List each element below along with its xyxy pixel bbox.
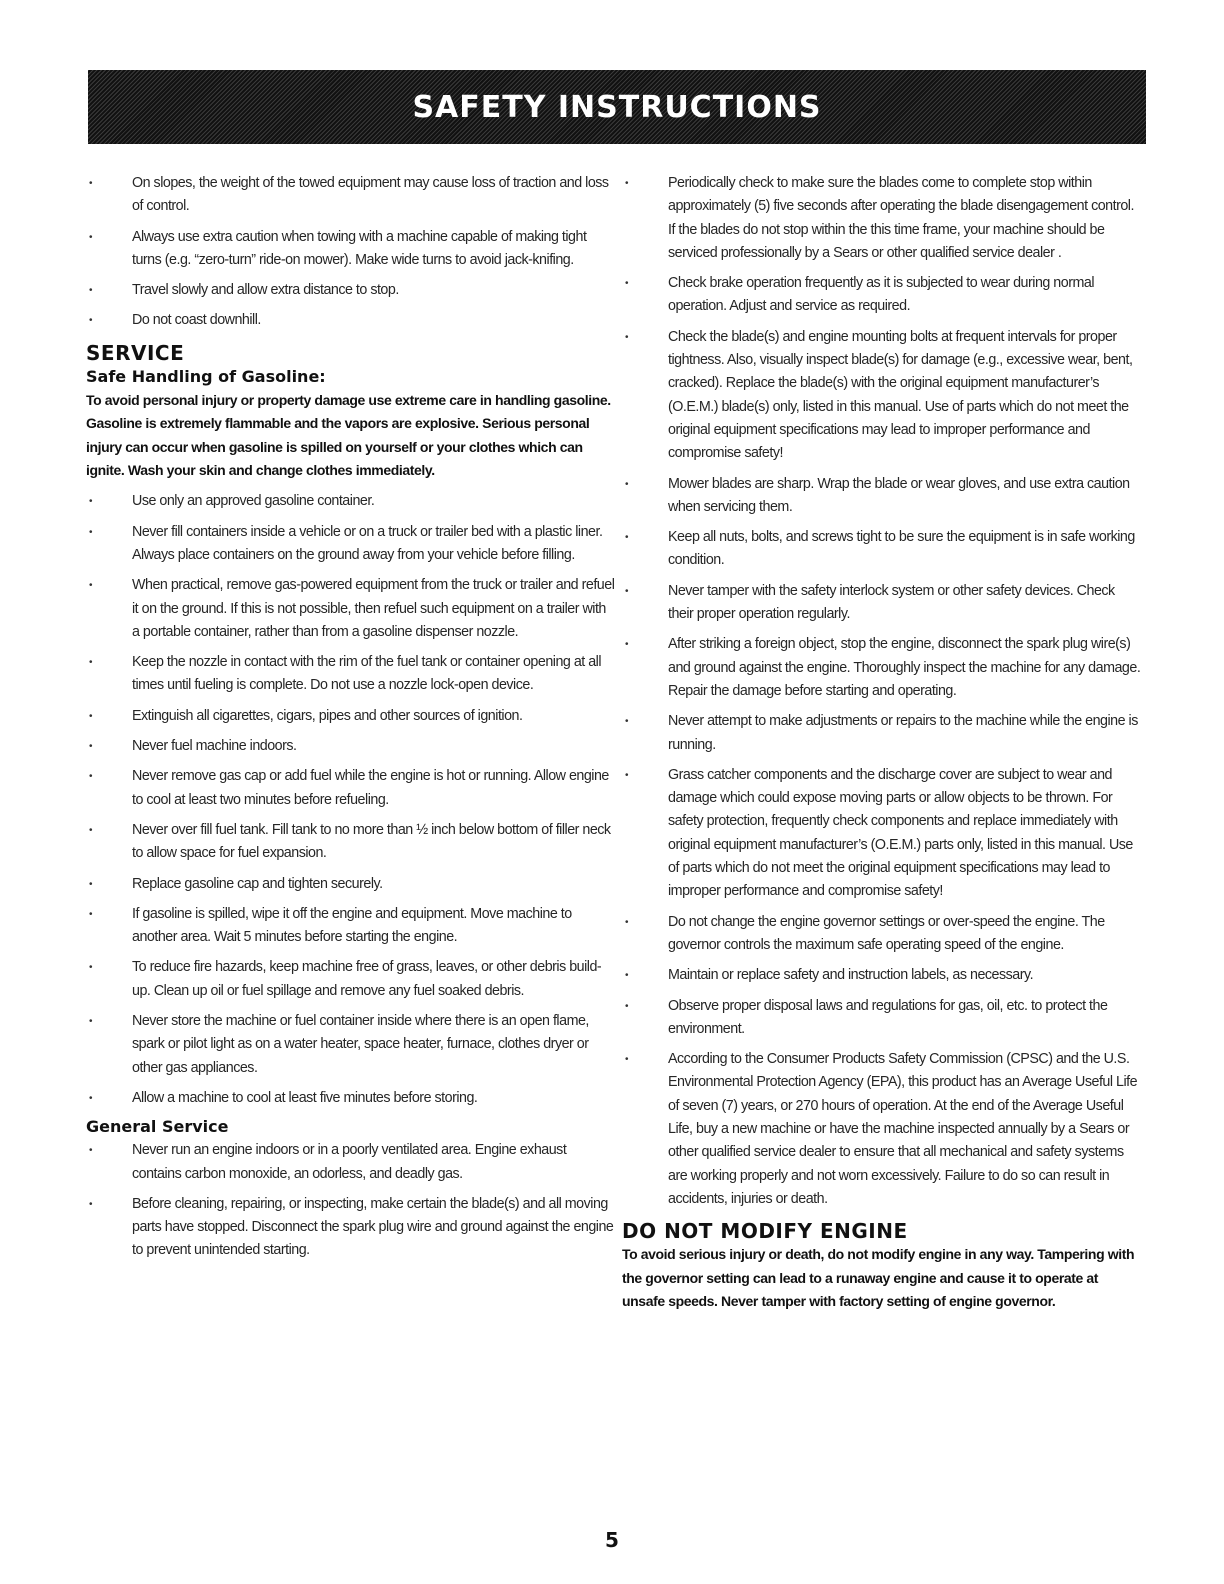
bullet-icon: • <box>89 710 93 722</box>
bullet-icon: • <box>89 962 93 974</box>
list-item <box>622 633 1142 703</box>
bullet-icon: • <box>89 178 93 189</box>
bullet-icon: • <box>625 478 629 490</box>
bullet-icon: • <box>89 496 93 508</box>
list-item-text: Never fill containers inside a vehicle or on a truck or trailer bed with a plastic liner. Always place containers on the ground away from your vehicle before filling. <box>132 523 603 563</box>
list-item <box>622 764 1142 904</box>
list-item <box>622 1048 1142 1211</box>
list-item <box>622 326 1142 466</box>
bullet-icon: • <box>89 878 93 890</box>
list-item-text: If gasoline is spilled, wipe it off the engine and equipment. Move machine to another area. Wait 5 minutes before starting the engine. <box>132 905 572 946</box>
list-item-text: Never run an engine indoors or in a poorly ventilated area. Engine exhaust contains carbon monoxide, an odorless, and deadly gas. <box>132 1142 567 1182</box>
list-item <box>86 1139 616 1186</box>
list-item <box>622 964 1142 987</box>
list-item <box>86 172 616 219</box>
list-item-text: Replace gasoline cap and tighten securely. <box>132 875 383 892</box>
list-item-text: Observe proper disposal laws and regulations for gas, oil, etc. to protect the environment. <box>668 997 1108 1037</box>
list-item-text: Always use extra caution when towing with a machine capable of making tight turns (e.g. “zero-turn” ride-on mower). Make wide turns to avoid jack-knifing. <box>132 228 587 268</box>
bullet-icon: • <box>89 657 93 669</box>
list-item-text: Never attempt to make adjustments or repairs to the machine while the engine is running. <box>668 713 1138 753</box>
list-item-text: Never remove gas cap or add fuel while the engine is hot or running. Allow engine to cool at least two minutes before refueling. <box>132 768 609 808</box>
gasoline-warning: To avoid personal injury or property damage use extreme care in handling gasoline. Gasoline is extremely flammable and the vapors are explosive. Serious personal injury can occur when gasoline is spilled on yourself or your clothes which can ignite. Wash your skin and change clothes immediately. <box>86 391 611 478</box>
list-item <box>86 651 616 698</box>
bullet-icon: • <box>89 1145 93 1157</box>
list-item <box>86 279 616 302</box>
bullet-icon: • <box>89 1198 93 1210</box>
list-item-text: Do not coast downhill. <box>132 312 261 329</box>
list-item-text: Maintain or replace safety and instruction labels, as necessary. <box>668 967 1034 984</box>
bullet-icon: • <box>625 769 629 781</box>
list-item <box>86 490 616 513</box>
list-item <box>86 765 616 812</box>
list-item <box>622 995 1142 1042</box>
bullet-icon: • <box>89 1016 93 1028</box>
list-item-text: Mower blades are sharp. Wrap the blade or wear gloves, and use extra caution when servicing them. <box>668 475 1130 515</box>
list-item <box>86 705 616 728</box>
list-item <box>86 226 616 273</box>
gasoline-heading: Safe Handling of Gasoline: <box>86 366 326 386</box>
bullet-icon: • <box>89 231 93 243</box>
list-item <box>86 1193 616 1263</box>
list-item-text: Never store the machine or fuel container inside where there is an open flame, spark or pilot light as on a water heater, space heater, furnace, clothes dryer or other gas appliances. <box>132 1013 589 1076</box>
bullet-icon: • <box>625 716 629 728</box>
bullet-icon: • <box>625 1054 629 1066</box>
list-item-text: On slopes, the weight of the towed equipment may cause loss of traction and loss of control. <box>132 175 609 215</box>
list-item <box>86 956 616 1003</box>
left-column <box>86 172 616 1270</box>
list-item-text: Never over fill fuel tank. Fill tank to no more than ½ inch below bottom of filler neck to allow space for fuel expansion. <box>132 821 611 862</box>
engine-heading: DO NOT MODIFY ENGINE <box>622 1219 908 1244</box>
list-item <box>622 710 1142 757</box>
list-item-text: Travel slowly and allow extra distance to stop. <box>132 282 399 299</box>
list-item <box>86 574 616 644</box>
bullet-icon: • <box>625 916 629 928</box>
list-item-text: Check brake operation frequently as it is subjected to wear during normal operation. Adjust and service as required. <box>668 275 1095 315</box>
page-title: SAFETY INSTRUCTIONS <box>412 89 822 125</box>
bullet-icon: • <box>625 532 629 544</box>
bullet-icon: • <box>89 824 93 836</box>
bullet-icon: • <box>89 580 93 592</box>
list-item-text: Use only an approved gasoline container. <box>132 493 375 510</box>
list-item <box>622 580 1142 627</box>
service-heading: SERVICE <box>86 340 185 365</box>
gasoline-list <box>86 490 616 1110</box>
engine-warning: To avoid serious injury or death, do not modify engine in any way. Tampering with the governor setting can lead to a runaway engine and cause it to operate at unsafe speeds. Never tamper with factory setting of engine governor. <box>622 1246 1135 1309</box>
bullet-icon: • <box>625 178 629 189</box>
list-item <box>86 521 616 568</box>
list-item-text: Before cleaning, repairing, or inspecting, make certain the blade(s) and all moving parts have stopped. Disconnect the spark plug wire and ground against the engine to prevent unintended starting. <box>132 1195 614 1259</box>
list-item <box>86 819 616 866</box>
list-item <box>622 473 1142 520</box>
bullet-icon: • <box>625 1000 629 1012</box>
list-item <box>86 1087 616 1110</box>
list-item-text: When practical, remove gas-powered equipment from the truck or trailer and refuel it on the ground. If this is not possible, then refuel such equipment on a trailer with a portable container, rather than from a gasoline dispenser nozzle. <box>132 577 615 640</box>
bullet-icon: • <box>625 331 629 343</box>
list-item-text: Grass catcher components and the discharge cover are subject to wear and damage which could expose moving parts or allow objects to be thrown. For safety protection, frequently check components and replace immediately with original equipment manufacturer’s (O.E.M.) parts only, listed in this manual. Use of parts which do not meet the original equipment specifications may lead to improper performance and compromise safety! <box>668 766 1133 900</box>
service-list <box>622 172 1142 1211</box>
page-number: 5 <box>605 1528 619 1552</box>
bullet-icon: • <box>625 970 629 982</box>
list-item <box>86 873 616 896</box>
bullet-icon: • <box>89 285 93 297</box>
list-item <box>86 309 616 332</box>
bullet-icon: • <box>89 1092 93 1104</box>
bullet-icon: • <box>625 585 629 597</box>
list-item-text: Check the blade(s) and engine mounting bolts at frequent intervals for proper tightness. Also, visually inspect blade(s) for damage (e.g., excessive wear, bent, cracked). Replace the blade(s) with the original equipment manufacturer’s (O.E.M.) blade(s) only, listed in this manual. Use of parts which do not meet the original equipment specifications may lead to improper performance and compromise safety! <box>668 328 1133 462</box>
right-column <box>622 172 1142 1321</box>
list-item <box>622 526 1142 573</box>
intro-list <box>86 172 616 333</box>
list-item-text: Keep the nozzle in contact with the rim of the fuel tank or container opening at all times until fueling is complete. Do not use a nozzle lock-open device. <box>132 654 602 694</box>
list-item-text: Never tamper with the safety interlock system or other safety devices. Check their proper operation regularly. <box>668 582 1115 623</box>
list-item-text: Allow a machine to cool at least five minutes before storing. <box>132 1089 478 1106</box>
bullet-icon: • <box>89 908 93 920</box>
list-item <box>622 911 1142 958</box>
bullet-icon: • <box>89 741 93 753</box>
bullet-icon: • <box>625 278 629 290</box>
bullet-icon: • <box>625 639 629 651</box>
list-item-text: Do not change the engine governor settings or over-speed the engine. The governor controls the maximum safe operating speed of the engine. <box>668 913 1105 953</box>
list-item <box>86 735 616 758</box>
list-item-text: Never fuel machine indoors. <box>132 738 297 755</box>
list-item <box>86 903 616 950</box>
list-item <box>86 1010 616 1080</box>
title-banner <box>88 70 1146 144</box>
bullet-icon: • <box>89 315 93 327</box>
list-item <box>622 272 1142 319</box>
list-item-text: After striking a foreign object, stop the engine, disconnect the spark plug wire(s) and ground against the engine. Thoroughly inspect the machine for any damage. Repair the damage before starting and operating. <box>668 636 1141 699</box>
general-service-list <box>86 1139 616 1262</box>
list-item-text: To reduce fire hazards, keep machine free of grass, leaves, or other debris build-up. Clean up oil or fuel spillage and remove any fuel soaked debris. <box>132 959 602 999</box>
list-item-text: Periodically check to make sure the blades come to complete stop within approximately (5) five seconds after operating the blade disengagement control. If the blades do not stop within the this time frame, your machine should be serviced professionally by a Sears or other qualified service dealer . <box>668 175 1134 261</box>
list-item-text: Extinguish all cigarettes, cigars, pipes and other sources of ignition. <box>132 707 523 724</box>
list-item-text: Keep all nuts, bolts, and screws tight to be sure the equipment is in safe working condition. <box>668 529 1135 569</box>
general-service-heading: General Service <box>86 1117 229 1137</box>
list-item-text: According to the Consumer Products Safety Commission (CPSC) and the U.S. Environmental Protection Agency (EPA), this product has an Average Useful Life of seven (7) years, or 270 hours of operation. At the end of the Average Useful Life, buy a new machine or have the machine inspected annually by a Sears or other qualified service dealer to ensure that all mechanical and safety systems are working properly and not worn excessively. Failure to do so can result in accidents, injuries or death. <box>668 1051 1138 1207</box>
bullet-icon: • <box>89 771 93 783</box>
bullet-icon: • <box>89 526 93 538</box>
list-item <box>622 172 1142 265</box>
